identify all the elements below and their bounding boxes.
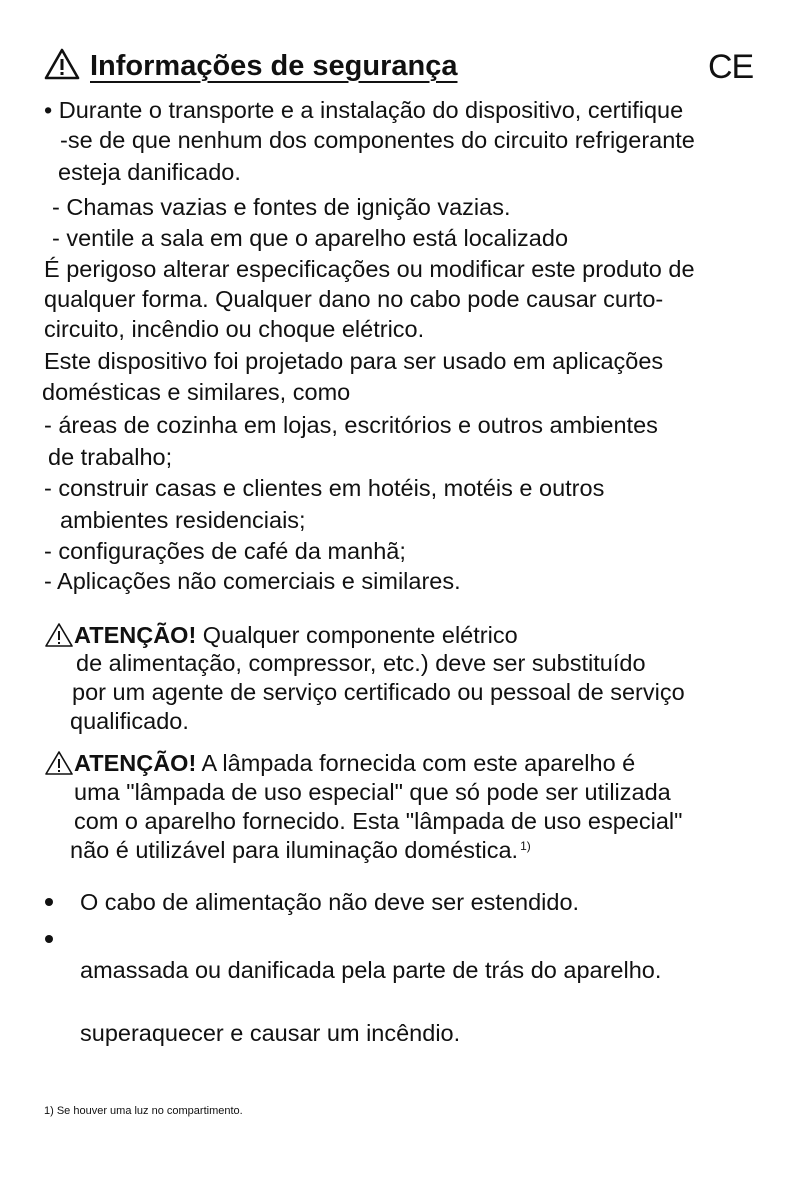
usage-item1-line1: - áreas de cozinha em lojas, escritórios e outros ambientes xyxy=(44,412,658,438)
warning2-line2: uma "lâmpada de uso especial" que só pode ser utilizada xyxy=(74,779,671,805)
section1-line1-text: Durante o transporte e a instalação do dispositivo, certifique xyxy=(58,97,684,123)
warning2-line4-text: não é utilizável para iluminação doméstica. xyxy=(70,837,519,863)
warning2-line1-text: A lâmpada fornecida com este aparelho é xyxy=(196,750,636,776)
warning1-line3: por um agente de serviço certificado ou pessoal de serviço xyxy=(72,679,685,705)
warning1-line1-text: Qualquer componente elétrico xyxy=(196,622,518,648)
usage-line2: domésticas e similares, como xyxy=(42,379,351,405)
section1-dash1: - Chamas vazias e fontes de ignição vazias. xyxy=(52,194,511,220)
bullet-dot xyxy=(45,935,53,943)
warning1-line2: de alimentação, compressor, etc.) deve ser substituído xyxy=(76,650,646,676)
section1-line1 xyxy=(44,95,683,125)
bullet-glyph: • xyxy=(44,97,53,123)
usage-item2-line2: ambientes residenciais; xyxy=(60,507,306,533)
warning2-line4 xyxy=(70,835,531,865)
usage-item3: - configurações de café da manhã; xyxy=(44,538,406,564)
ce-mark: CE xyxy=(708,48,754,86)
usage-item4: - Aplicações não comerciais e similares. xyxy=(44,568,461,594)
footnote: 1) Se houver uma luz no compartimento. xyxy=(44,1105,243,1117)
warning-triangle-icon xyxy=(44,48,80,85)
page-title xyxy=(44,44,457,88)
warning1-line4: qualificado. xyxy=(70,708,189,734)
warning2-line1 xyxy=(44,748,635,780)
bullets2-item3: superaquecer e causar um incêndio. xyxy=(80,1020,461,1046)
section1-line3: esteja danificado. xyxy=(58,159,241,185)
warning1-label: ATENÇÃO! xyxy=(74,622,197,648)
section1-dash2: - ventile a sala em que o aparelho está localizado xyxy=(52,225,569,251)
warning-triangle-icon xyxy=(44,622,74,652)
usage-line1: Este dispositivo foi projetado para ser usado em aplicações xyxy=(44,348,664,374)
usage-item2-line1: - construir casas e clientes em hotéis, motéis e outros xyxy=(44,475,605,501)
footnote-reference: 1) xyxy=(520,839,531,853)
section1-line2: -se de que nenhum dos componentes do circuito refrigerante xyxy=(60,127,695,153)
danger-line1: É perigoso alterar especificações ou modificar este produto de xyxy=(44,256,695,282)
page-title-text: Informações de segurança xyxy=(90,49,458,82)
usage-item1-line2: de trabalho; xyxy=(48,444,173,470)
bullets2-item1: O cabo de alimentação não deve ser estendido. xyxy=(80,889,580,915)
warning2-label: ATENÇÃO! xyxy=(74,750,197,776)
danger-line3: circuito, incêndio ou choque elétrico. xyxy=(44,316,425,342)
warning-triangle-icon xyxy=(44,750,74,780)
bullets2-item2: amassada ou danificada pela parte de trás do aparelho. xyxy=(80,957,662,983)
danger-line2: qualquer forma. Qualquer dano no cabo pode causar curto- xyxy=(44,286,664,312)
bullet-dot xyxy=(45,898,53,906)
warning2-line3: com o aparelho fornecido. Esta "lâmpada de uso especial" xyxy=(74,808,683,834)
